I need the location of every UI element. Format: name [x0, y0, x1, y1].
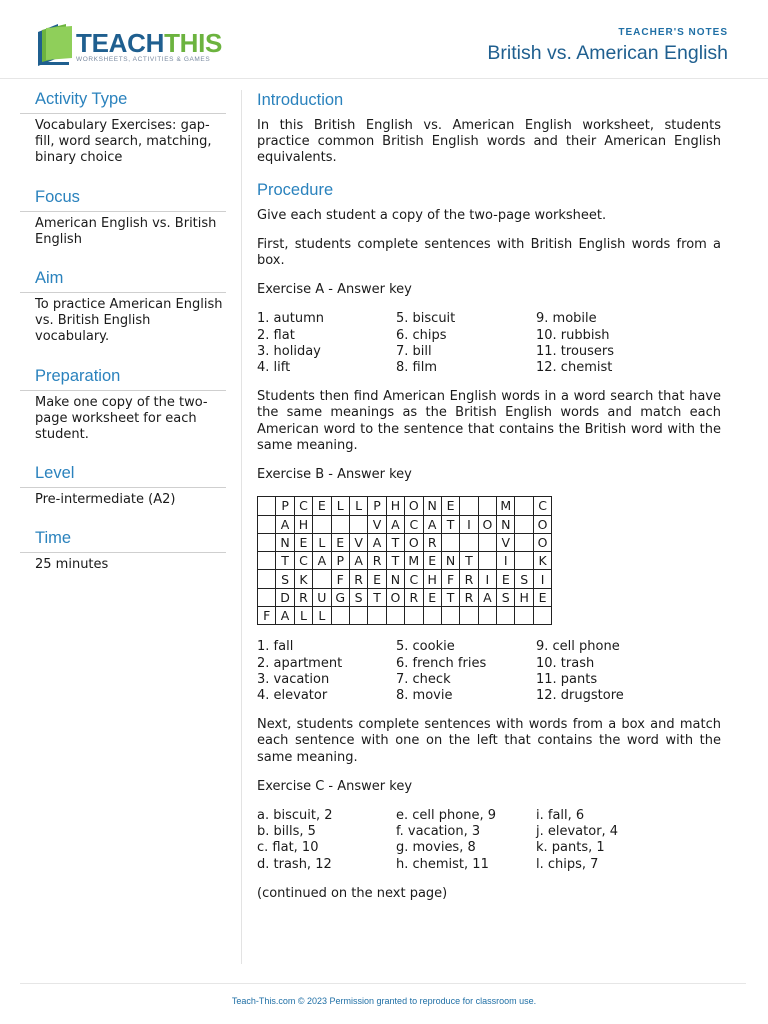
sidebar-body: To practice American English vs. British English vocabulary.	[35, 297, 223, 345]
word-search-cell	[258, 570, 276, 588]
word-search-cell	[313, 570, 331, 588]
answer-item: h. chemist, 11	[396, 856, 489, 872]
word-search-cell: H	[515, 588, 533, 606]
sidebar-heading: Time	[20, 529, 226, 553]
word-search-cell	[405, 607, 423, 625]
sidebar-heading: Activity Type	[20, 90, 226, 114]
word-search-cell: N	[423, 497, 441, 515]
word-search-cell: N	[276, 533, 294, 551]
footer-divider	[20, 983, 746, 984]
procedure-heading: Procedure	[257, 180, 334, 199]
logo-wordmark: TEACHTHIS	[76, 28, 223, 58]
exercise-b-answer-key	[257, 639, 721, 704]
sidebar-body: 25 minutes	[35, 557, 109, 573]
word-search-row	[258, 533, 552, 551]
answer-item: 9. cell phone	[536, 639, 620, 655]
word-search-cell: N	[497, 515, 515, 533]
answer-item: f. vacation, 3	[396, 824, 481, 840]
answer-item: 7. check	[396, 671, 451, 687]
page-title: British vs. American English	[487, 42, 728, 64]
word-search-cell: S	[349, 588, 367, 606]
word-search-cell: H	[423, 570, 441, 588]
sidebar-heading: Preparation	[20, 367, 226, 391]
answer-item: 10. rubbish	[536, 327, 610, 343]
word-search-cell: E	[294, 533, 312, 551]
answer-item: 5. cookie	[396, 639, 455, 655]
sidebar-body: American English vs. British English	[35, 215, 217, 247]
word-search-cell: E	[368, 570, 386, 588]
word-search-cell	[258, 497, 276, 515]
word-search-cell	[441, 607, 459, 625]
word-search-cell: C	[405, 515, 423, 533]
word-search-cell	[331, 515, 349, 533]
teach-this-logo	[36, 22, 236, 70]
word-search-cell: S	[515, 570, 533, 588]
answer-item: 12. chemist	[536, 360, 613, 376]
answer-item: 1. fall	[257, 639, 294, 655]
sidebar-body: Make one copy of the two-page worksheet for each student.	[35, 394, 208, 443]
answer-item: 6. chips	[396, 327, 447, 343]
answer-item: 10. trash	[536, 655, 595, 671]
answer-item: g. movies, 8	[396, 840, 476, 856]
word-search-cell: O	[405, 533, 423, 551]
word-search-cell: O	[533, 533, 551, 551]
exercise-a-label: Exercise A - Answer key	[257, 282, 412, 298]
word-search-row	[258, 607, 552, 625]
answer-item: 8. movie	[396, 687, 453, 703]
word-search-cell: P	[331, 552, 349, 570]
word-search-cell: O	[478, 515, 496, 533]
word-search-cell: A	[276, 607, 294, 625]
word-search-cell	[423, 607, 441, 625]
word-search-cell: A	[386, 515, 404, 533]
logo-tagline: WORKSHEETS, ACTIVITIES & GAMES	[76, 56, 211, 63]
word-search-cell: A	[349, 552, 367, 570]
word-search-row	[258, 515, 552, 533]
word-search-cell: A	[368, 533, 386, 551]
word-search-cell: I	[533, 570, 551, 588]
word-search-cell: R	[423, 533, 441, 551]
word-search-cell: L	[313, 607, 331, 625]
word-search-cell: N	[386, 570, 404, 588]
word-search-cell	[515, 607, 533, 625]
word-search-cell	[460, 497, 478, 515]
procedure-step-3: Students then find American English words in a word search that have the same meanings as the British English words and match each American word to the sentence that contains the British word with the same meaning.	[257, 389, 721, 453]
answer-item: 6. french fries	[396, 655, 487, 671]
answer-item: 5. biscuit	[396, 311, 456, 327]
book-icon	[36, 22, 74, 68]
footer-copyright: Teach-This.com © 2023 Permission granted to reproduce for classroom use.	[231, 996, 537, 1006]
word-search-cell	[515, 552, 533, 570]
sidebar-section-time	[20, 529, 226, 573]
word-search-cell: V	[368, 515, 386, 533]
main-content	[257, 90, 721, 915]
answer-item: j. elevator, 4	[536, 824, 619, 840]
sidebar-heading: Aim	[20, 269, 226, 293]
word-search-cell: F	[258, 607, 276, 625]
word-search-cell: R	[368, 552, 386, 570]
word-search-cell	[349, 607, 367, 625]
word-search-cell: C	[405, 570, 423, 588]
procedure-step-1: Give each student a copy of the two-page worksheet.	[257, 207, 607, 223]
word-search-cell: T	[368, 588, 386, 606]
word-search-cell: K	[294, 570, 312, 588]
exercise-a-answer-key	[257, 311, 721, 376]
answer-item: e. cell phone, 9	[396, 807, 496, 823]
introduction-heading: Introduction	[257, 91, 344, 109]
teachers-notes-label: TEACHER'S NOTES	[618, 27, 728, 38]
word-search-cell: C	[294, 552, 312, 570]
word-search-cell: N	[441, 552, 459, 570]
word-search-cell	[478, 497, 496, 515]
word-search-cell	[331, 607, 349, 625]
answer-item: 3. vacation	[257, 671, 330, 687]
answer-item: 8. film	[396, 360, 437, 376]
word-search-cell	[478, 552, 496, 570]
word-search-cell: E	[423, 552, 441, 570]
sidebar-heading: Level	[20, 464, 226, 488]
page-header	[0, 0, 768, 79]
word-search-cell	[349, 515, 367, 533]
answer-item: k. pants, 1	[536, 840, 605, 856]
word-search-cell: I	[460, 515, 478, 533]
word-search-cell	[515, 533, 533, 551]
word-search-cell: O	[405, 497, 423, 515]
procedure-step-4: Next, students complete sentences with words from a box and match each sentence with one on the left that contains the word with the same meaning.	[257, 717, 721, 765]
word-search-cell: T	[441, 515, 459, 533]
answer-item: 2. flat	[257, 327, 295, 343]
sidebar	[20, 90, 226, 574]
word-search-cell: T	[460, 552, 478, 570]
word-search-cell: C	[294, 497, 312, 515]
word-search-cell: P	[368, 497, 386, 515]
word-search-cell: R	[349, 570, 367, 588]
word-search-cell: D	[276, 588, 294, 606]
sidebar-section-activity-type	[20, 90, 226, 167]
word-search-cell: K	[533, 552, 551, 570]
word-search-cell: T	[386, 533, 404, 551]
exercise-b-label: Exercise B - Answer key	[257, 467, 412, 483]
answer-item: 11. trousers	[536, 343, 615, 359]
word-search-cell: S	[276, 570, 294, 588]
procedure-step-2: First, students complete sentences with British English words from a box.	[257, 236, 721, 269]
word-search-cell: R	[460, 570, 478, 588]
word-search-cell: E	[313, 497, 331, 515]
answer-item: 12. drugstore	[536, 687, 624, 703]
word-search-cell	[515, 515, 533, 533]
word-search-cell: I	[497, 552, 515, 570]
sidebar-heading: Focus	[20, 188, 226, 212]
word-search-cell: A	[313, 552, 331, 570]
answer-item: a. biscuit, 2	[257, 807, 333, 823]
word-search-cell: R	[460, 588, 478, 606]
word-search-cell: F	[441, 570, 459, 588]
word-search-cell: L	[349, 497, 367, 515]
sidebar-body: Pre-intermediate (A2)	[35, 492, 176, 508]
word-search-cell: L	[331, 497, 349, 515]
word-search-cell: E	[423, 588, 441, 606]
column-divider	[241, 90, 242, 964]
answer-item: c. flat, 10	[257, 840, 319, 856]
sidebar-section-aim	[20, 269, 226, 346]
word-search-cell: F	[331, 570, 349, 588]
word-search-cell: A	[276, 515, 294, 533]
word-search-cell: A	[423, 515, 441, 533]
word-search-cell: T	[441, 588, 459, 606]
word-search-cell: L	[313, 533, 331, 551]
word-search-cell: U	[313, 588, 331, 606]
introduction-text: In this British English vs. American English worksheet, students practice common British English words and their American English equivalents.	[257, 118, 721, 166]
sidebar-section-preparation	[20, 367, 226, 444]
word-search-cell: V	[497, 533, 515, 551]
word-search-cell: E	[441, 497, 459, 515]
sidebar-section-focus	[20, 188, 226, 248]
word-search-cell: R	[294, 588, 312, 606]
word-search-cell	[368, 607, 386, 625]
word-search-cell	[441, 533, 459, 551]
answer-item: 3. holiday	[257, 343, 321, 359]
word-search-cell: O	[533, 515, 551, 533]
word-search-cell: H	[386, 497, 404, 515]
word-search-cell: T	[276, 552, 294, 570]
continued-note: (continued on the next page)	[257, 885, 448, 901]
sidebar-section-level	[20, 464, 226, 508]
word-search-cell: O	[386, 588, 404, 606]
word-search-cell	[313, 515, 331, 533]
word-search-grid	[257, 496, 552, 625]
word-search-row	[258, 497, 552, 515]
answer-item: 7. bill	[396, 343, 432, 359]
answer-item: 1. autumn	[257, 311, 324, 327]
word-search-cell: T	[386, 552, 404, 570]
sidebar-body: Vocabulary Exercises: gap-fill, word search, matching, binary choice	[35, 118, 212, 166]
word-search-cell: L	[294, 607, 312, 625]
word-search-cell: S	[497, 588, 515, 606]
word-search-cell	[515, 497, 533, 515]
word-search-cell: R	[405, 588, 423, 606]
word-search-cell: E	[533, 588, 551, 606]
answer-item: 4. lift	[257, 360, 291, 376]
exercise-c-answer-key	[257, 808, 721, 873]
answer-item: 4. elevator	[257, 687, 328, 703]
word-search-cell: H	[294, 515, 312, 533]
word-search-row	[258, 552, 552, 570]
word-search-cell: C	[533, 497, 551, 515]
word-search-cell	[460, 533, 478, 551]
exercise-c-label: Exercise C - Answer key	[257, 778, 413, 794]
word-search-cell	[478, 533, 496, 551]
answer-item: 9. mobile	[536, 311, 597, 327]
word-search-cell	[478, 607, 496, 625]
word-search-cell	[258, 588, 276, 606]
answer-item: l. chips, 7	[536, 856, 599, 872]
word-search-cell	[533, 607, 551, 625]
word-search-cell	[258, 552, 276, 570]
answer-item: d. trash, 12	[257, 856, 332, 872]
answer-item: b. bills, 5	[257, 824, 316, 840]
word-search-cell	[497, 607, 515, 625]
answer-item: 2. apartment	[257, 655, 343, 671]
word-search-cell: G	[331, 588, 349, 606]
word-search-row	[258, 570, 552, 588]
word-search-cell: P	[276, 497, 294, 515]
word-search-cell	[258, 533, 276, 551]
word-search-cell: I	[478, 570, 496, 588]
word-search-cell: A	[478, 588, 496, 606]
word-search-row	[258, 588, 552, 606]
word-search-cell: V	[349, 533, 367, 551]
word-search-cell	[460, 607, 478, 625]
word-search-cell: M	[405, 552, 423, 570]
word-search-cell: E	[331, 533, 349, 551]
answer-item: i. fall, 6	[536, 807, 585, 823]
answer-item: 11. pants	[536, 671, 598, 687]
word-search-cell: M	[497, 497, 515, 515]
word-search-cell: E	[497, 570, 515, 588]
word-search-cell	[258, 515, 276, 533]
word-search-cell	[386, 607, 404, 625]
